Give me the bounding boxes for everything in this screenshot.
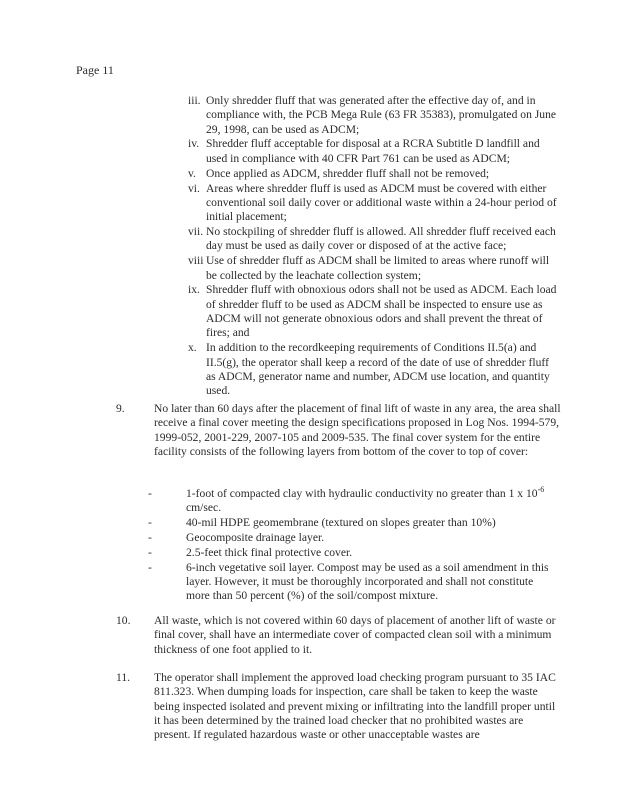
list-item-number: x. <box>188 341 197 355</box>
list-item-text: In addition to the recordkeeping requirements of Conditions II.5(a) and II.5(g), the operator shall keep a record of the date of use of shredder fluff as ADCM, generator name and number, ADCM use location, and quantity used. <box>206 341 550 398</box>
condition-number: 10. <box>116 614 131 627</box>
exponent: -6 <box>537 485 545 495</box>
condition-number: 11. <box>116 671 131 684</box>
list-item <box>188 137 560 166</box>
list-item-text: Only shredder fluff that was generated after the effective day of, and in compliance with, the PCB Mega Rule (63 FR 35383), promulgated on June 29, 1998, can be used as ADCM; <box>206 94 557 136</box>
list-item <box>188 182 560 225</box>
list-dash: - <box>148 516 152 530</box>
list-item-number: vi. <box>188 181 200 195</box>
list-item-text: Geocomposite drainage layer. <box>186 531 325 545</box>
list-item-text: Shredder fluff with obnoxious odors shall not be used as ADCM. Each load of shredder fluff to be used as ADCM shall be inspected to ensure use as ADCM will not generate obnoxious odors and shall prevent the threat of fires; and <box>206 283 557 340</box>
adcm-conditions-list <box>188 94 560 399</box>
list-item <box>148 561 558 604</box>
list-item <box>188 283 560 340</box>
list-item <box>188 254 560 283</box>
list-item <box>148 531 558 545</box>
condition-text: All waste, which is not covered within 60 days of placement of another lift of waste or final cover, shall have an intermediate cover of compacted clean soil with a minimum thickness of one foot applied to it. <box>154 614 556 656</box>
list-item-text: No stockpiling of shredder fluff is allowed. All shredder fluff received each day must be used as daily cover or disposed of at the active face; <box>206 225 556 253</box>
condition-number: 9. <box>116 402 125 415</box>
list-item-number: iii. <box>188 94 201 107</box>
list-item <box>148 516 558 530</box>
list-item-text <box>186 487 544 514</box>
list-item <box>148 546 558 560</box>
list-item-text: 6-inch vegetative soil layer. Compost may be used as a soil amendment in this layer. However, it must be thoroughly incorporated and shall not constitute more than 50 percent (%) of the soil/compost mixture. <box>186 560 549 603</box>
condition-10 <box>116 614 561 657</box>
text-part: cm/sec. <box>186 501 222 515</box>
list-item-number: vii. <box>188 225 204 239</box>
condition-9 <box>116 402 561 459</box>
list-item-number: v. <box>188 166 196 180</box>
list-dash: - <box>148 560 152 574</box>
condition-text: The operator shall implement the approved load checking program pursuant to 35 IAC 811.323. When dumping loads for inspection, care shall be taken to keep the waste being inspected isolated and prevent mixing or infiltrating into the landfill proper until it has been determined by the trained load checker that no prohibited wastes are present. If regulated hazardous waste or other unacceptable wastes are <box>154 671 556 742</box>
page-number: Page 11 <box>76 63 114 77</box>
list-dash: - <box>148 545 152 559</box>
list-item-number: iv. <box>188 137 200 151</box>
list-item <box>188 167 560 181</box>
list-item-number: ix. <box>188 283 200 297</box>
list-item-text: Use of shredder fluff as ADCM shall be limited to areas where runoff will be collected by the leachate collection system; <box>206 254 550 282</box>
list-item-text: 2.5-feet thick final protective cover. <box>186 545 353 559</box>
text-part: 1-foot of compacted clay with hydraulic conductivity no greater than 1 x 10 <box>186 487 538 500</box>
list-dash: - <box>148 531 152 545</box>
condition-11 <box>116 671 561 742</box>
list-item-text: Once applied as ADCM, shredder fluff shall not be removed; <box>206 166 490 180</box>
list-dash: - <box>148 487 152 500</box>
list-item <box>188 225 560 254</box>
condition-text: No later than 60 days after the placement of final lift of waste in any area, the area shall receive a final cover meeting the design specifications proposed in Log Nos. 1994-579, 1999-052, 2001-229, 2007-105 and 2009-535. The final cover system for the entire facility consists of the following layers from bottom of the cover to top of cover: <box>154 402 561 458</box>
list-item <box>188 341 560 398</box>
final-cover-layers-list <box>148 487 558 604</box>
list-item-number: viii <box>188 254 204 268</box>
list-item <box>148 487 558 516</box>
list-item <box>188 94 560 137</box>
list-item-text: Areas where shredder fluff is used as ADCM must be covered with either conventional soil daily cover or additional waste within a 24-hour period of initial placement; <box>206 181 557 224</box>
list-item-text: 40-mil HDPE geomembrane (textured on slopes greater than 10%) <box>186 516 496 530</box>
list-item-text: Shredder fluff acceptable for disposal at a RCRA Subtitle D landfill and used in compliance with 40 CFR Part 761 can be used as ADCM; <box>206 137 540 165</box>
